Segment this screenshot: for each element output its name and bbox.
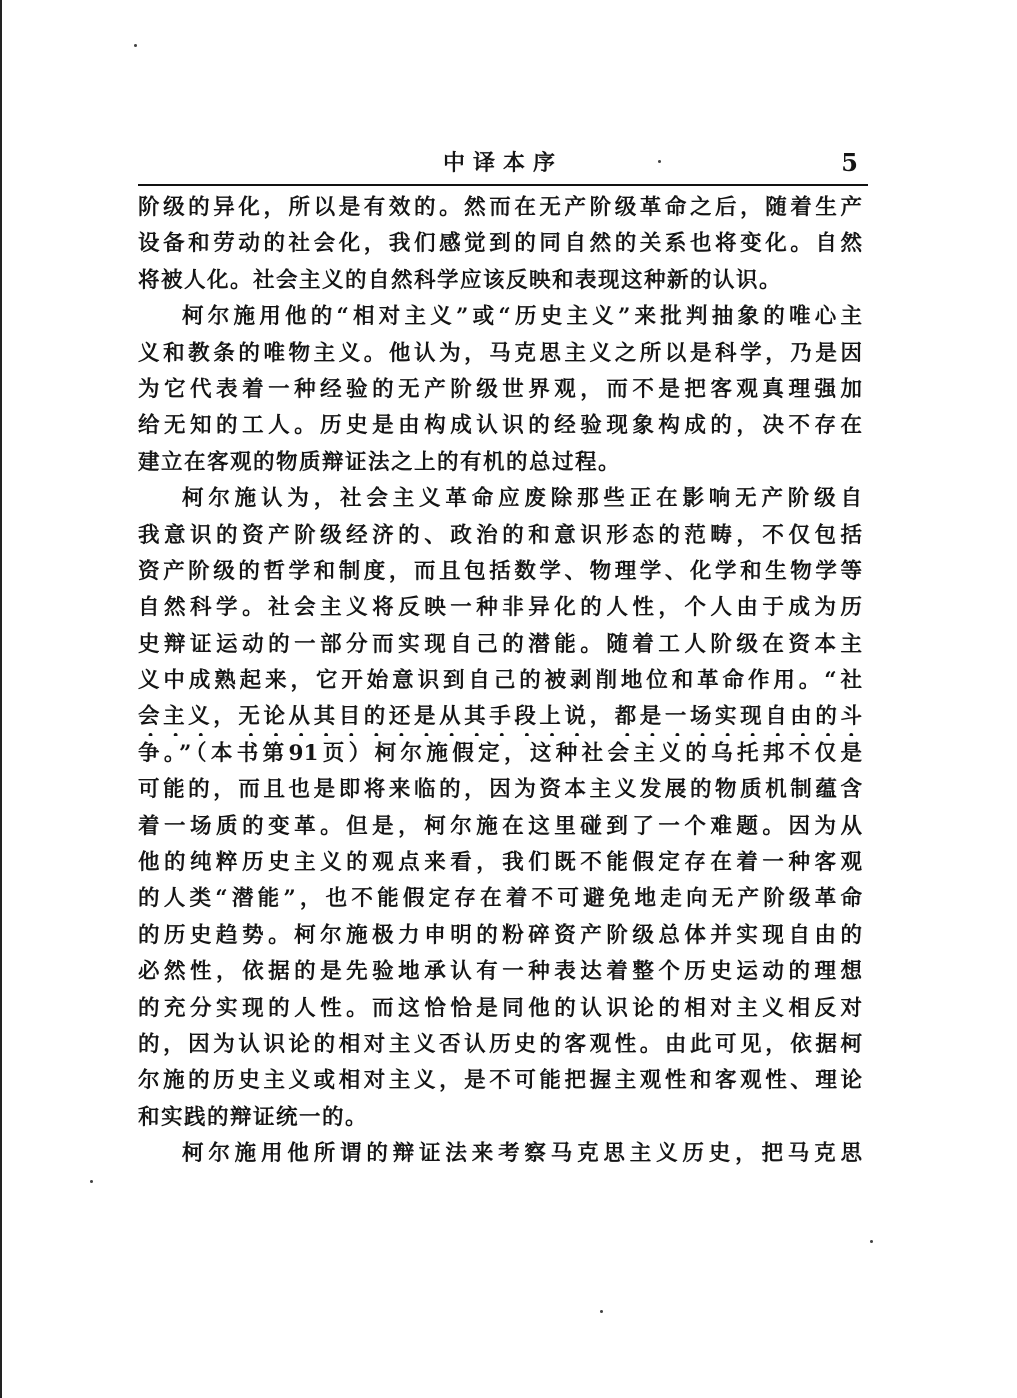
text-line: 自然科学。社会主义将反映一种非异化的人性，个人由于成为历 [138, 595, 862, 621]
text-line: 尔施的历史主义或相对主义，是不可能把握主观性和客观性、理论 [138, 1068, 862, 1094]
text-line: 义中成熟起来，它开始意识到自己的被剥削地位和革命作用。“社 [138, 668, 862, 694]
header-rule [138, 184, 868, 186]
text-line: 可能的，而且也是即将来临的，因为资本主义发展的物质机制蕴含 [138, 777, 862, 803]
paragraph-first-line: 柯尔施用他所谓的辩证法来考察马克思主义历史，把马克思 [182, 1141, 862, 1167]
text-line: 的充分实现的人性。而这恰恰是同他的认识论的相对主义相反对 [138, 995, 862, 1021]
text-line: 给无知的工人。历史是由构成认识的经验现象构成的，决不存在 [138, 413, 862, 439]
scan-speck [870, 1240, 873, 1243]
text-line: 资产阶级的哲学和制度，而且包括数学、物理学、化学和生物学等 [138, 558, 862, 584]
paragraph-first-line: 柯尔施用他的“相对主义”或“历史主义”来批判抽象的唯心主 [182, 304, 862, 330]
page-number: 5 [841, 148, 858, 177]
paragraph-first-line: 柯尔施认为，社会主义革命应废除那些正在影响无产阶级自 [182, 486, 862, 512]
text-line: 的，因为认识论的相对主义否认历史的客观性。由此可见，依据柯 [138, 1031, 862, 1057]
text-line: 建立在客观的物质辩证法之上的有机的总过程。 [138, 449, 622, 475]
text-line: 必然性，依据的是先验地承认有一种表达着整个历史运动的理想 [138, 959, 862, 985]
text-line: 史辩证运动的一部分而实现自己的潜能。随着工人阶级在资本主 [138, 631, 862, 657]
scan-speck [90, 1180, 93, 1183]
running-title: 中译本序 [442, 150, 563, 176]
text-line: 阶级的异化，所以是有效的。然而在无产阶级革命之后，随着生产 [138, 195, 862, 220]
scan-edge [0, 0, 2, 1398]
page-header [138, 148, 868, 182]
text-line: 着一场质的变革。但是，柯尔施在这里碰到了一个难题。因为从 [138, 813, 862, 839]
text-line: 将被人化。社会主义的自然科学应该反映和表现这种新的认识。 [138, 267, 783, 293]
text-line: 义和教条的唯物主义。他认为，马克思主义之所以是科学，乃是因 [138, 340, 862, 366]
body-text [138, 190, 862, 1173]
scan-speck [600, 1310, 603, 1313]
text-line: 他的纯粹历史主义的观点来看，我们既不能假定存在着一种客观 [138, 850, 862, 876]
text-line: 争。”（本书第91页）柯尔施假定，这种社会主义的乌托邦不仅是 [138, 740, 862, 766]
scan-speck [134, 44, 137, 47]
text-line: 的人类“潜能”，也不能假定存在着不可避免地走向无产阶级革命 [138, 886, 862, 912]
scan-speck [658, 160, 661, 163]
text-line: 我意识的资产阶级经济的、政治的和意识形态的范畴，不仅包括 [138, 522, 862, 548]
text-line: 为它代表着一种经验的无产阶级世界观，而不是把客观真理强加 [138, 376, 862, 402]
text-line: 和实践的辩证统一的。 [138, 1104, 369, 1130]
emphasized-quote-line: 会主义，无论从其目的还是从其手段上说，都是一场实现自由的斗 [138, 704, 862, 730]
text-line: 的历史趋势。柯尔施极力申明的粉碎资产阶级总体并实现自由的 [138, 922, 862, 948]
text-line: 设备和劳动的社会化，我们感觉到的同自然的关系也将变化。自然 [138, 231, 862, 257]
